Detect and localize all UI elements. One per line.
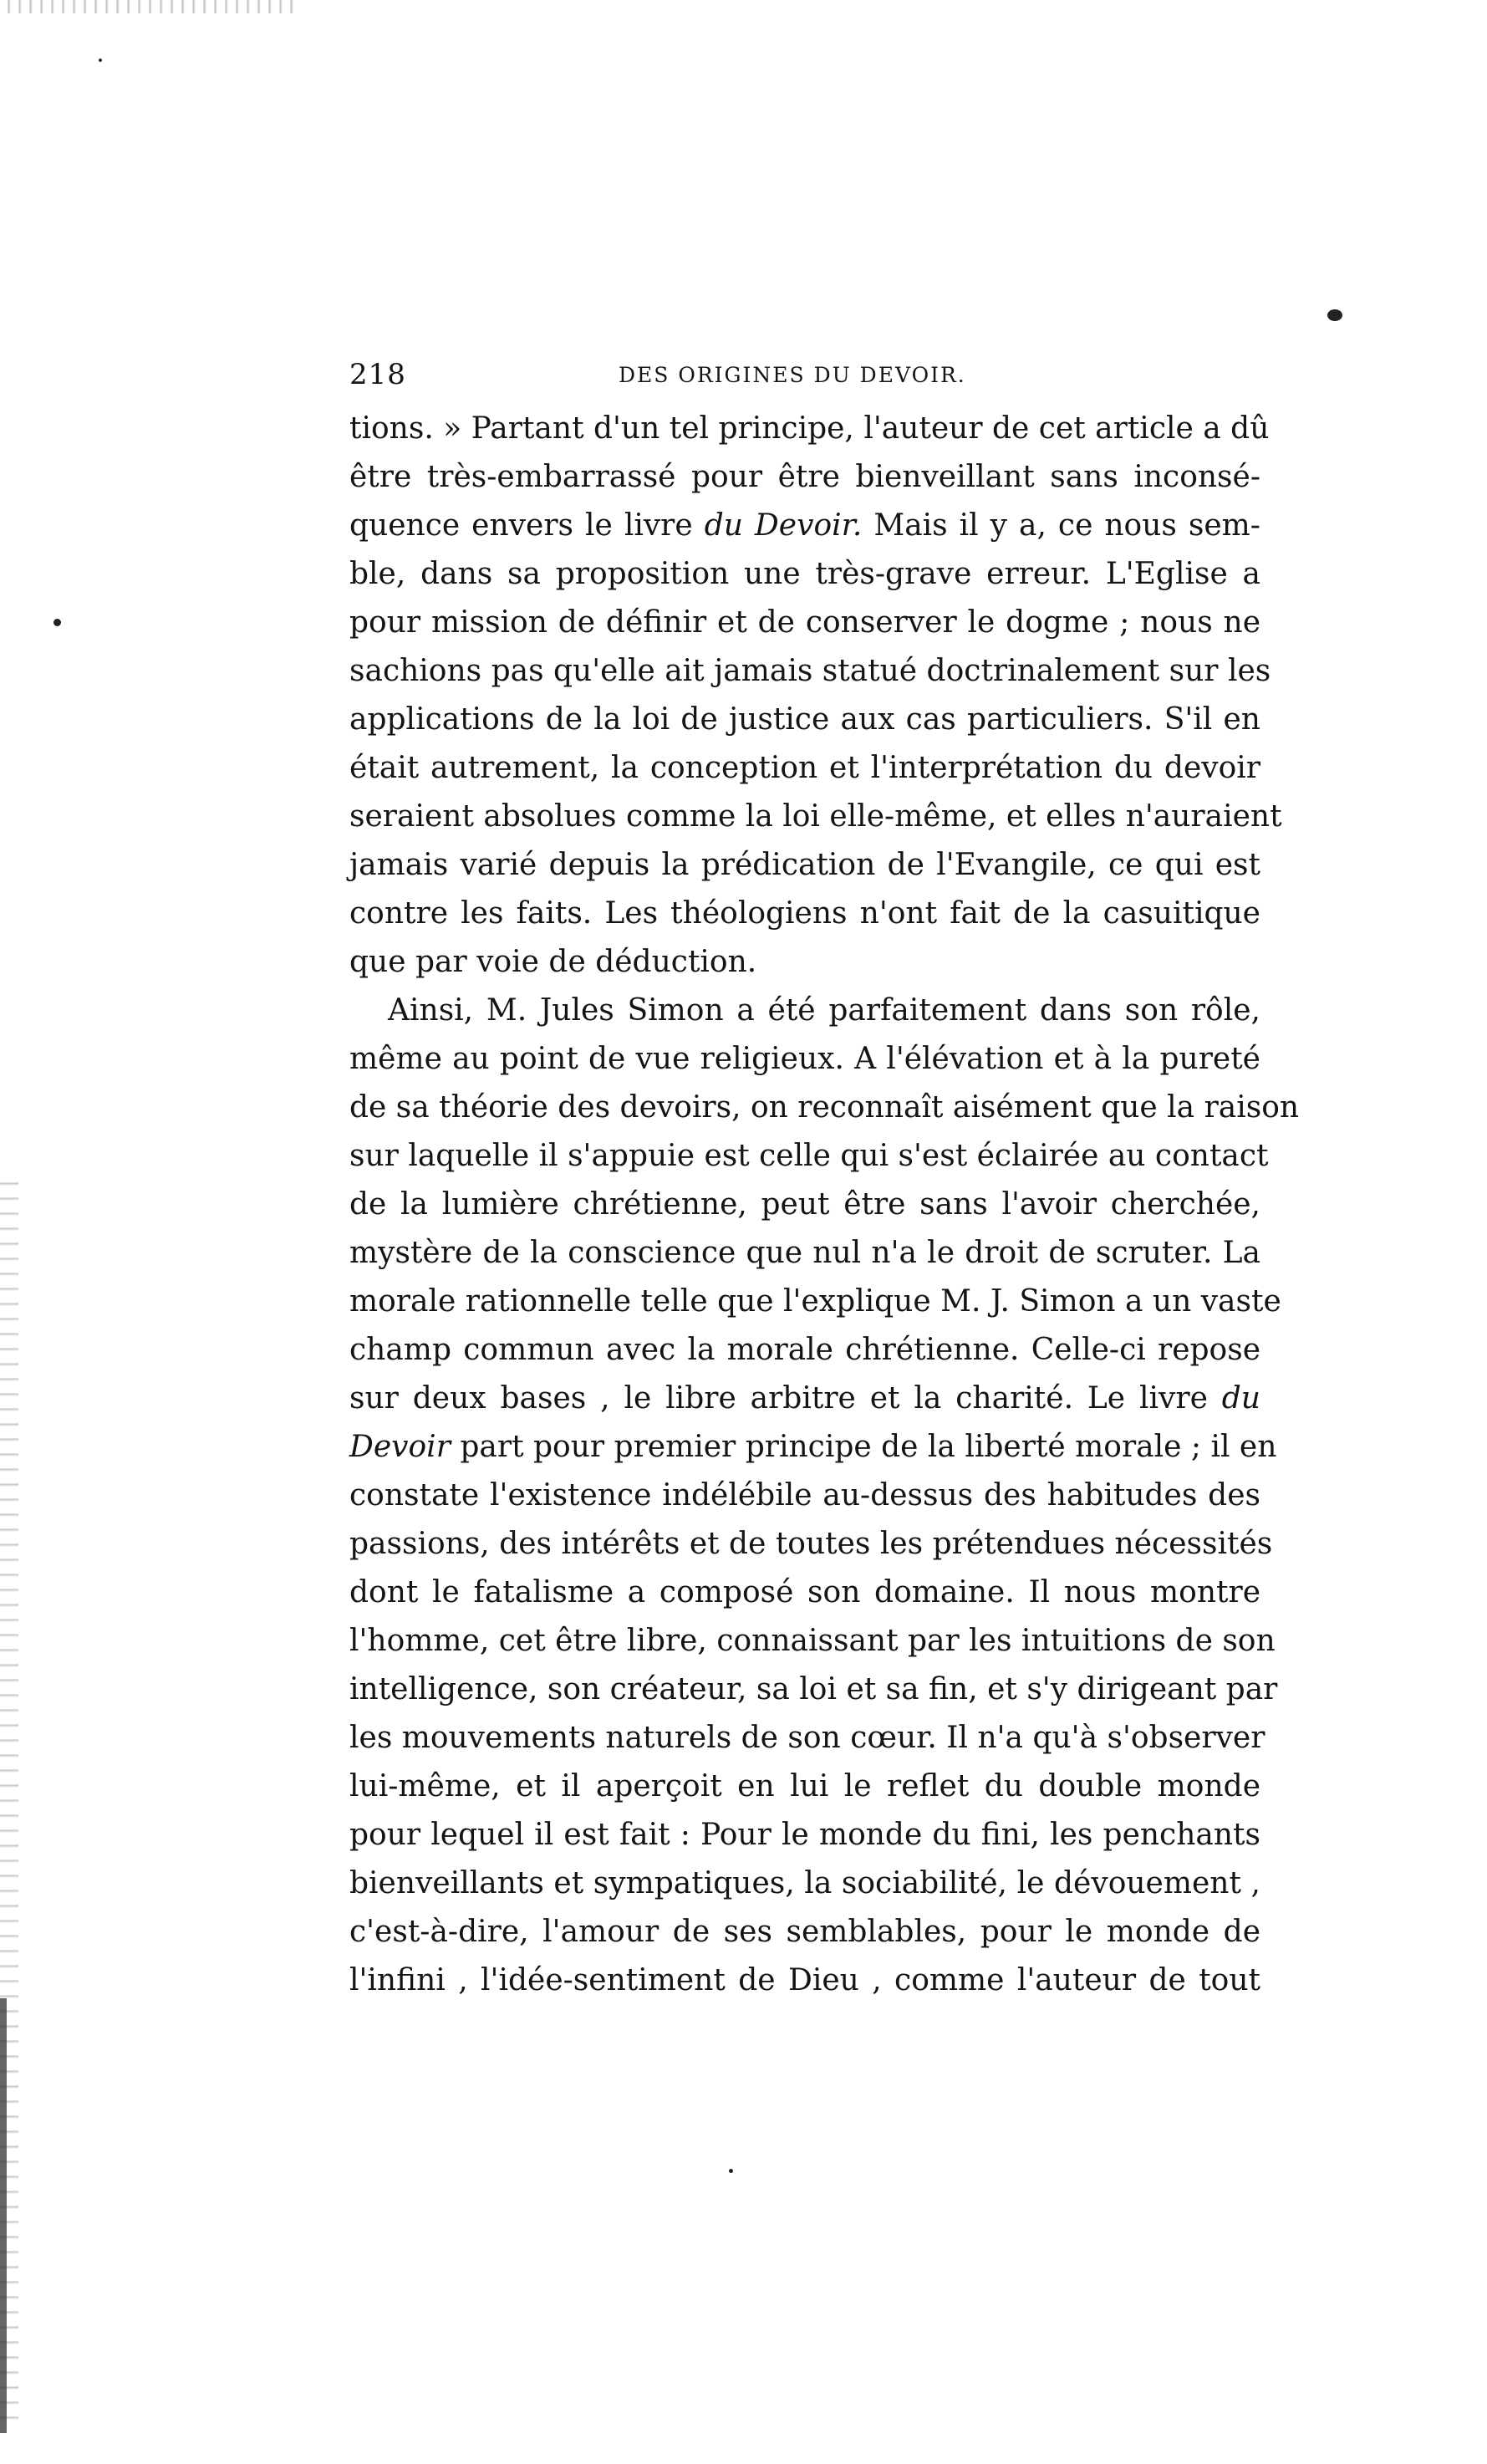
ink-speck (1327, 309, 1342, 321)
text-line: de sa théorie des devoirs, on reconnaît aisément que la raison (349, 1090, 1300, 1125)
body-text (349, 405, 1300, 2005)
text-line: pour lequel il est fait : Pour le monde du fini, les penchants (349, 1818, 1260, 1852)
text-line: de la lumière chrétienne, peut être sans l'avoir cherchée, (349, 1187, 1260, 1222)
ink-speck (53, 619, 61, 626)
text-line: l'homme, cet être libre, connaissant par les intuitions de son (349, 1624, 1276, 1658)
text-line: intelligence, son créateur, sa loi et sa fin, et s'y dirigeant par (349, 1672, 1278, 1706)
scan-noise-top (0, 0, 301, 13)
text-line: jamais varié depuis la prédication de l'Evangile, ce qui est (349, 848, 1260, 882)
text-line: quence envers le livre du Devoir. Mais il y a, ce nous sem- (349, 508, 1260, 543)
text-line: sur laquelle il s'appuie est celle qui s'est éclairée au contact (349, 1139, 1269, 1173)
ink-speck (729, 2169, 733, 2173)
text-line: pour mission de définir et de conserver le dogme ; nous ne (349, 605, 1260, 640)
text-line: seraient absolues comme la loi elle-même, et elles n'auraient (349, 799, 1282, 834)
text-line: était autrement, la conception et l'interprétation du devoir (349, 751, 1260, 785)
text-line: même au point de vue religieux. A l'élévation et à la pureté (349, 1042, 1260, 1076)
text-line: bienveillants et sympatiques, la sociabilité, le dévouement , (349, 1866, 1260, 1900)
text-line: tions. » Partant d'un tel principe, l'auteur de cet article a dû (349, 411, 1270, 446)
text-line: applications de la loi de justice aux cas particuliers. S'il en (349, 702, 1260, 737)
page-header (349, 358, 1052, 400)
text-line: c'est-à-dire, l'amour de ses semblables, pour le monde de (349, 1915, 1260, 1949)
text-line: ble, dans sa proposition une très-grave erreur. L'Eglise a (349, 557, 1260, 591)
text-line: sur deux bases , le libre arbitre et la charité. Le livre du (349, 1381, 1260, 1416)
page-number: 218 (349, 358, 406, 391)
text-line: les mouvements naturels de son cœur. Il n'a qu'à s'observer (349, 1721, 1265, 1755)
text-line: contre les faits. Les théologiens n'ont fait de la casuitique (349, 896, 1260, 931)
text-line: être très-embarrassé pour être bienveillant sans inconsé- (349, 460, 1260, 494)
text-line: passions, des intérêts et de toutes les prétendues nécessités (349, 1527, 1273, 1561)
scan-binding-edge (0, 1998, 7, 2433)
text-line: champ commun avec la morale chrétienne. Celle-ci repose (349, 1333, 1260, 1367)
text-line: mystère de la conscience que nul n'a le droit de scruter. La (349, 1236, 1260, 1270)
text-line: sachions pas qu'elle ait jamais statué doctrinalement sur les (349, 654, 1271, 688)
ink-speck (99, 59, 102, 62)
text-line: lui-même, et il aperçoit en lui le reflet du double monde (349, 1769, 1260, 1803)
text-line: Devoir part pour premier principe de la liberté morale ; il en (349, 1430, 1277, 1464)
text-line: que par voie de déduction. (349, 945, 757, 979)
text-line: constate l'existence indélébile au-dessus des habitudes des (349, 1478, 1260, 1513)
text-line: l'infini , l'idée-sentiment de Dieu , comme l'auteur de tout (349, 1963, 1260, 1997)
text-line: Ainsi, M. Jules Simon a été parfaitement dans son rôle, (388, 993, 1260, 1028)
text-line: morale rationnelle telle que l'explique M. J. Simon a un vaste (349, 1284, 1281, 1319)
text-line: dont le fatalisme a composé son domaine. Il nous montre (349, 1575, 1260, 1610)
running-title: DES ORIGINES DU DEVOIR. (619, 363, 966, 387)
